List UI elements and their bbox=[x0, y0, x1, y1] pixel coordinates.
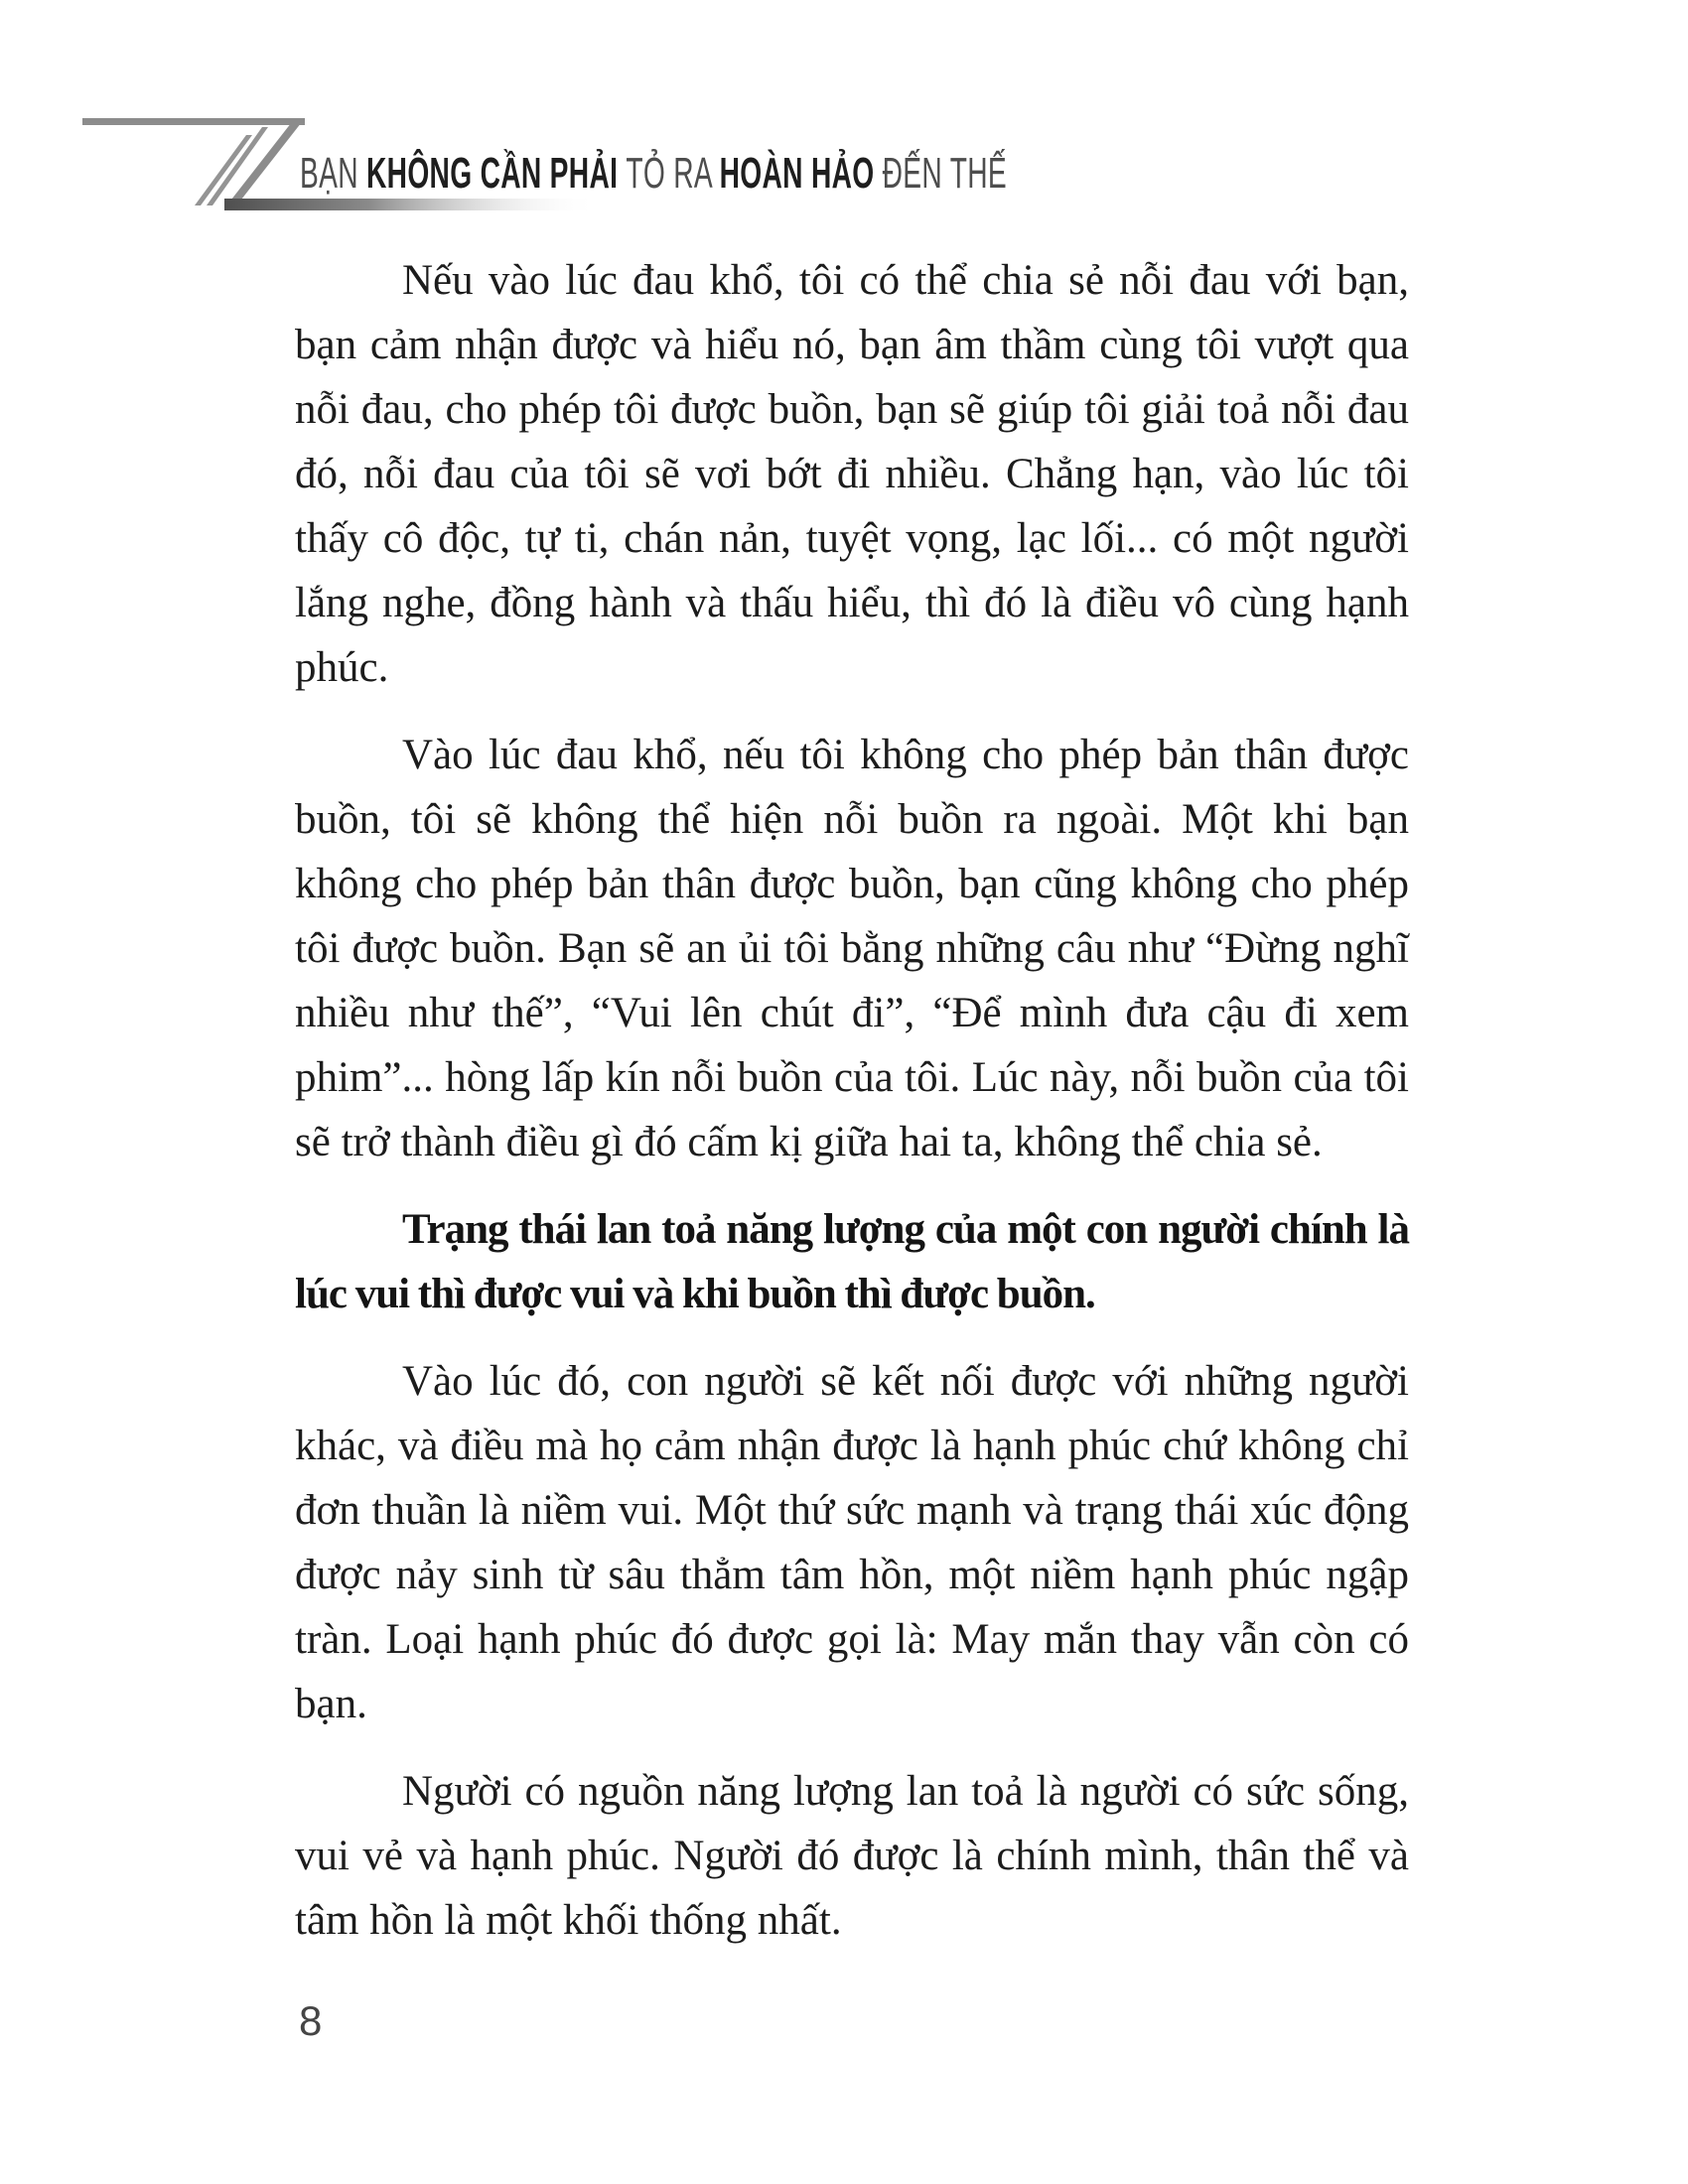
top-bar-shape bbox=[82, 118, 305, 125]
paragraph-2: Vào lúc đau khổ, nếu tôi không cho phép bản thân được buồn, tôi sẽ không thể hiện nỗi buồn ra ngoài. Một khi bạn không cho phép bản thân được buồn, bạn cũng không cho phép tôi được buồn. Bạn sẽ an ủi tôi bằng những câu như “Đừng nghĩ nhiều như thế”, “Vui lên chút đi”, “Để mình đưa cậu đi xem phim”... hòng lấp kín nỗi buồn của tôi. Lúc này, nỗi buồn của tôi sẽ trở thành điều gì đó cấm kị giữa hai ta, không thể chia sẻ. bbox=[295, 732, 1409, 1165]
paragraph-5: Người có nguồn năng lượng lan toả là người có sức sống, vui vẻ và hạnh phúc. Người đó được là chính mình, thân thể và tâm hồn là một khối thống nhất. bbox=[295, 1768, 1409, 1944]
page-number: 8 bbox=[299, 1997, 323, 2044]
running-head-title bbox=[300, 149, 1007, 199]
gradient-bar-shape bbox=[224, 199, 705, 210]
paragraph-1: Nếu vào lúc đau khổ, tôi có thể chia sẻ nỗi đau với bạn, bạn cảm nhận được và hiểu nó, bạn âm thầm cùng tôi vượt qua nỗi đau, cho phép tôi được buồn, bạn sẽ giúp tôi giải toả nỗi đau đó, nỗi đau của tôi sẽ vơi bớt đi nhiều. Chẳng hạn, vào lúc tôi thấy cô độc, tự ti, chán nản, tuyệt vọng, lạc lối... có một người lắng nghe, đồng hành và thấu hiểu, thì đó là điều vô cùng hạnh phúc. bbox=[295, 257, 1409, 691]
title-segment-hoan-hao: HOÀN HẢO bbox=[719, 149, 883, 198]
title-segment-den-the: ĐẾN THẾ bbox=[882, 149, 1007, 198]
title-segment-ban: BẠN bbox=[300, 149, 367, 198]
paragraph-4: Vào lúc đó, con người sẽ kết nối được với những người khác, và điều mà họ cảm nhận được là hạnh phúc chứ không chỉ đơn thuần là niềm vui. Một thứ sức mạnh và trạng thái xúc động được nảy sinh từ sâu thẳm tâm hồn, một niềm hạnh phúc ngập tràn. Loại hạnh phúc đó được gọi là: May mắn thay vẫn còn có bạn. bbox=[295, 1358, 1409, 1727]
title-segment-to-ra: TỎ RA bbox=[626, 149, 720, 198]
paragraph-3-emphasis: Trạng thái lan toả năng lượng của một con người chính là lúc vui thì được vui và khi buồn thì được buồn. bbox=[295, 1206, 1409, 1317]
title-segment-khong-can-phai: KHÔNG CẦN PHẢI bbox=[366, 149, 627, 198]
page-body-text bbox=[295, 248, 1409, 1976]
